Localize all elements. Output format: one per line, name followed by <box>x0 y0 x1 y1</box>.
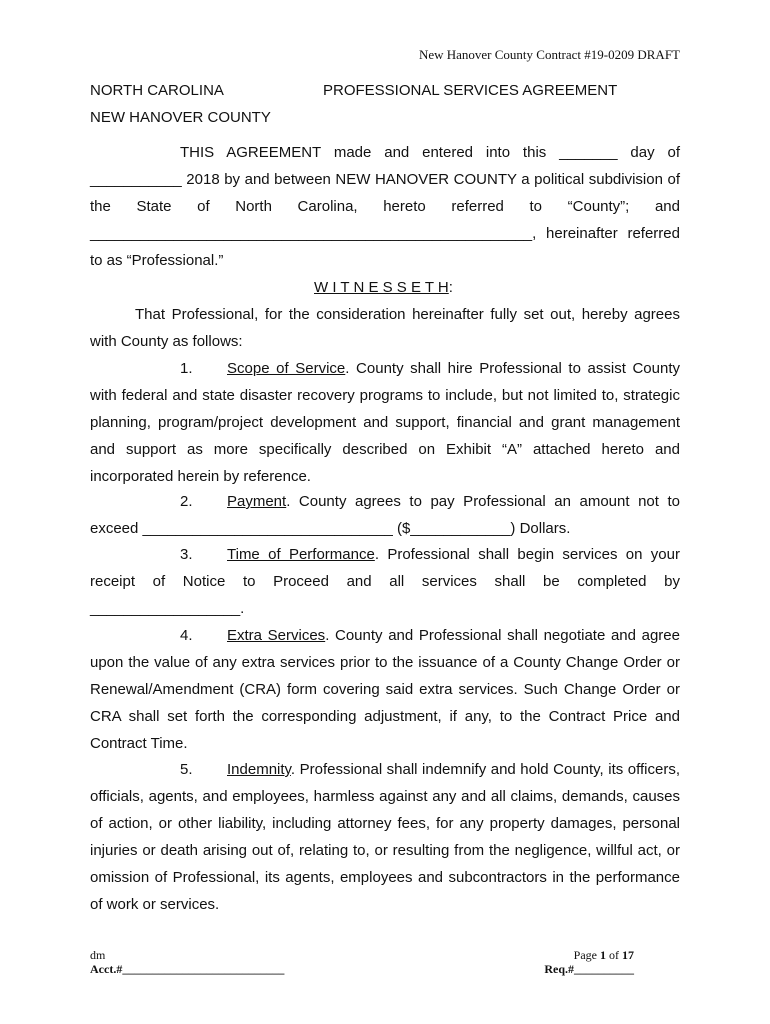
section-2-first-text: . County agrees to pay Professional an amount not to <box>286 493 680 510</box>
section-5-line-2: officials, agents, and employees, harmless against any and all claims, demands, causes <box>90 788 680 805</box>
running-header: New Hanover County Contract #19-0209 DRAFT <box>418 47 680 62</box>
section-1-line-3: planning, program/project development and support, financial and grant management <box>90 414 680 431</box>
recital-line-1: That Professional, for the consideration hereinafter fully set out, hereby agrees <box>135 306 680 323</box>
page-prefix: Page <box>573 948 600 962</box>
state-heading: NORTH CAROLINA <box>90 82 224 99</box>
witnesseth-colon: : <box>448 279 453 296</box>
section-1-line-2: with federal and state disaster recovery programs to include, but not limited to, strategic <box>90 387 680 404</box>
footer-page-number <box>574 948 634 963</box>
section-3-number: 3. <box>180 546 193 563</box>
section-5-line-5: omission of Professional, its agents, employees and subcontractors in the performance <box>90 869 680 886</box>
section-1-line-5: incorporated herein by reference. <box>90 468 311 485</box>
section-5-first-line <box>227 761 680 778</box>
page-total: 17 <box>622 948 634 962</box>
page-of: of <box>606 948 622 962</box>
section-5-line-3: of action, or other liability, including attorney fees, for any property damages, personal <box>90 815 680 832</box>
footer-requisition: Req.#__________ <box>544 962 634 976</box>
section-4-line-4: CRA shall set forth the corresponding adjustment, if any, to the Contract Price and <box>90 708 680 725</box>
section-2-number: 2. <box>180 493 193 510</box>
section-5-first-text: . Professional shall indemnify and hold County, its officers, <box>290 761 680 778</box>
section-3-title: Time of Performance <box>227 546 375 563</box>
section-4-first-line <box>227 627 680 644</box>
section-1-first-line <box>227 360 680 377</box>
section-4-line-2: upon the value of any extra services prior to the issuance of a County Change Order or <box>90 654 680 671</box>
section-3-line-2: receipt of Notice to Proceed and all services shall be completed by <box>90 573 680 590</box>
intro-line-4: _____________________________________________________, hereinafter referred <box>90 225 680 242</box>
section-1-first-text: . County shall hire Professional to assist County <box>345 360 680 377</box>
section-2-first-line <box>227 493 680 510</box>
section-4-title: Extra Services <box>227 627 326 644</box>
intro-line-3: the State of North Carolina, hereto referred to “County”; and <box>90 198 680 215</box>
section-5-title: Indemnity <box>227 761 291 778</box>
intro-line-5: to as “Professional.” <box>90 252 224 269</box>
section-1-number: 1. <box>180 360 193 377</box>
section-2-title: Payment <box>227 493 287 510</box>
footer-initials: dm <box>90 948 106 962</box>
section-1-line-4: and support as more specifically described on Exhibit “A” attached hereto and <box>90 441 680 458</box>
intro-line-2: ___________ 2018 by and between NEW HANOVER COUNTY a political subdivision of <box>90 171 680 188</box>
section-2-line-2: exceed ______________________________ ($____________) Dollars. <box>90 520 571 537</box>
section-4-line-3: Renewal/Amendment (CRA) form covering said extra services. Such Change Order or <box>90 681 680 698</box>
section-4-line-5: Contract Time. <box>90 735 188 752</box>
section-4-first-text: . County and Professional shall negotiate and agree <box>325 627 680 644</box>
section-1-title: Scope of Service <box>227 360 346 377</box>
section-3-first-line <box>227 546 680 563</box>
agreement-title: PROFESSIONAL SERVICES AGREEMENT <box>323 82 618 99</box>
county-heading: NEW HANOVER COUNTY <box>90 109 271 126</box>
section-5-number: 5. <box>180 761 193 778</box>
intro-line-1: THIS AGREEMENT made and entered into this _______ day of <box>180 144 680 161</box>
section-4-number: 4. <box>180 627 193 644</box>
witnesseth-label: W I T N E S S E T H <box>314 279 449 296</box>
witnesseth-heading <box>314 279 453 296</box>
page-current: 1 <box>600 948 606 962</box>
section-3-line-3: __________________. <box>90 600 245 617</box>
section-5-line-4: injuries or death arising out of, relating to, or resulting from the negligence, willful act, or <box>90 842 680 859</box>
footer-account: Acct.#___________________________ <box>90 962 285 976</box>
section-5-line-6: of work or services. <box>90 896 220 913</box>
section-3-first-text: . Professional shall begin services on your <box>374 546 680 563</box>
recital-line-2: with County as follows: <box>90 333 243 350</box>
